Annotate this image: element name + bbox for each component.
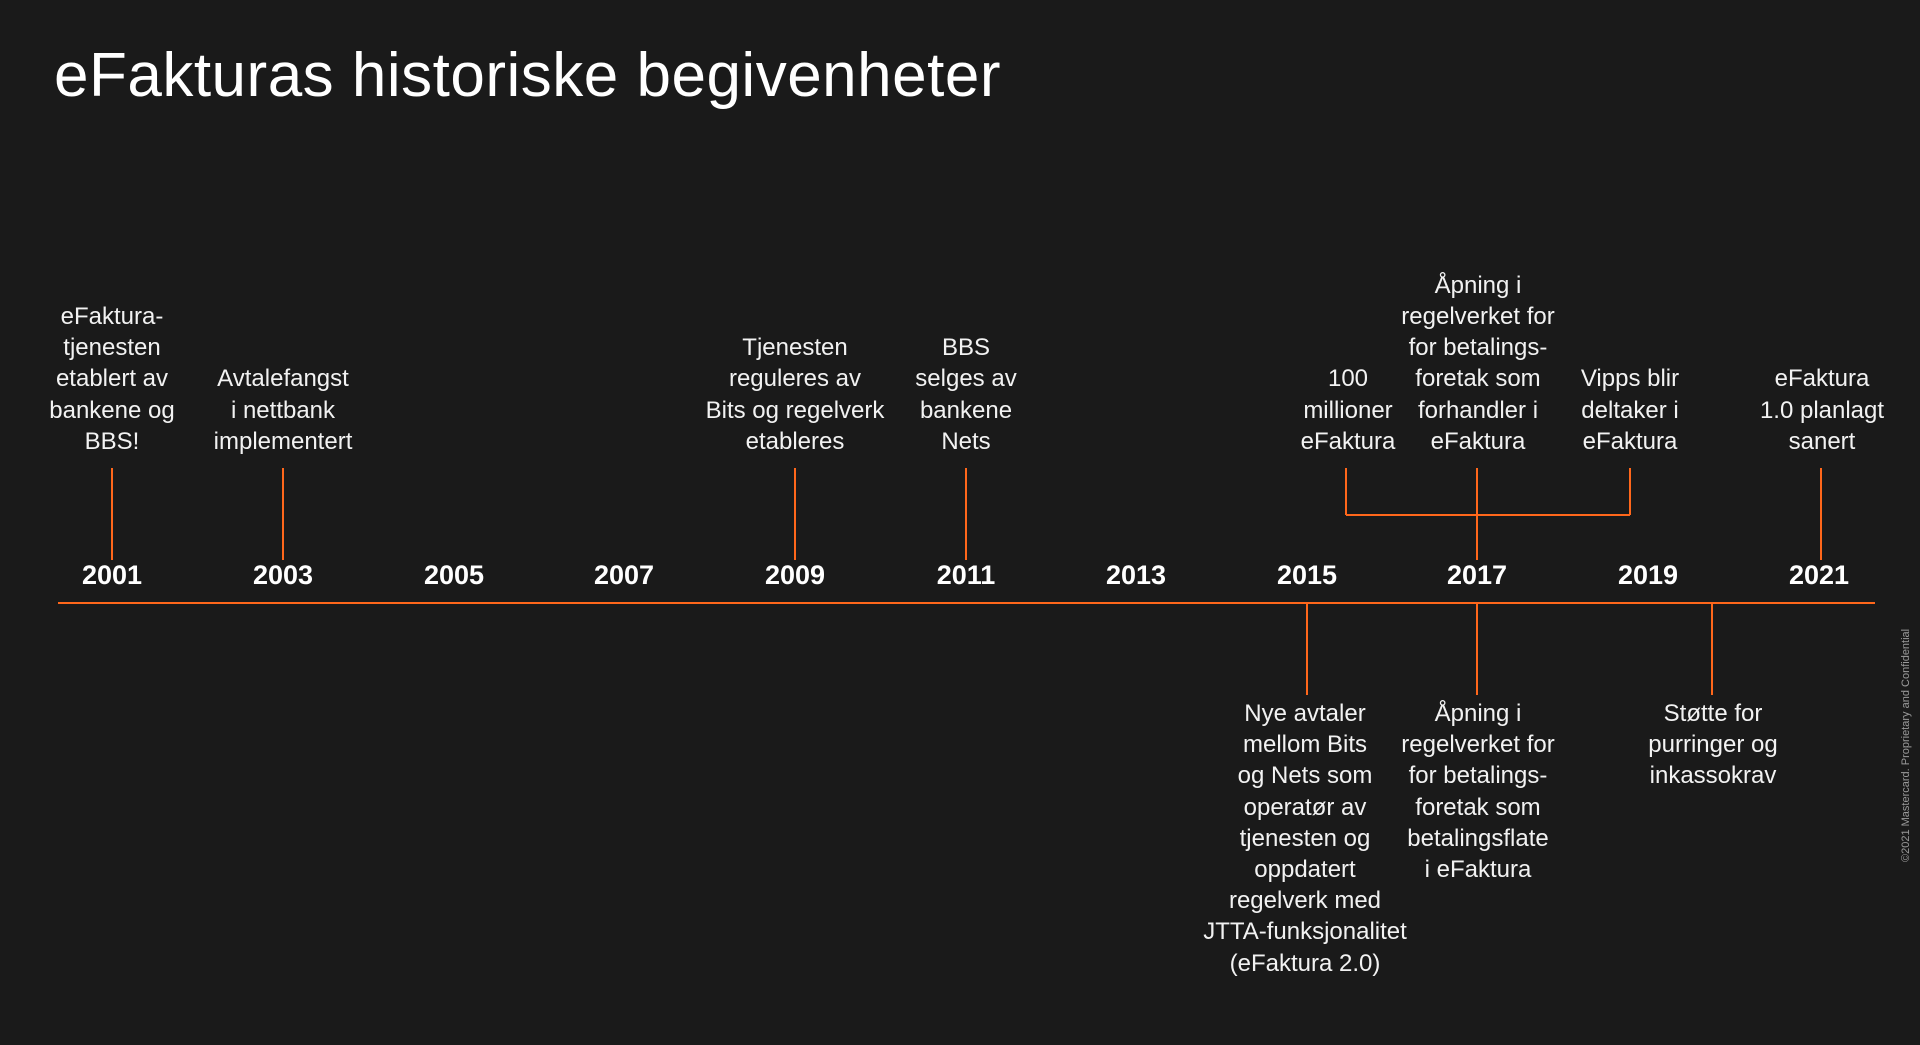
event-below-2020 [1613, 698, 1813, 792]
event-text: eFaktura 1.0 planlagt sanert [1759, 365, 1885, 455]
year-label-2011: 2011 [936, 560, 996, 590]
year-label-2015: 2015 [1276, 560, 1338, 590]
event-text: Åpning i regelverket for for betalings- foretak som forhandler i eFaktura [1401, 271, 1555, 455]
event-above-2003 [183, 363, 383, 457]
year-label-2001: 2001 [81, 560, 143, 590]
event-text: Støtte for purringer og inkassokrav [1648, 700, 1778, 790]
event-text: Nye avtaler mellom Bits og Nets som operatør av tjenesten og oppdatert regelverk med JTTA-funksjonalitet (eFaktura 2.0) [1203, 700, 1407, 977]
event-above-2001 [12, 301, 212, 457]
event-above-2017 [1378, 270, 1578, 457]
year-label-2007: 2007 [593, 560, 655, 590]
event-text: Avtalefangst i nettbank implementert [213, 365, 353, 455]
event-text: Tjenesten reguleres av Bits og regelverk etableres [705, 334, 885, 455]
event-text: 100 millioner eFaktura [1300, 365, 1396, 455]
event-text: eFaktura- tjenesten etablert av bankene og BBS! [49, 302, 175, 455]
copyright-notice: ©2021 Mastercard. Proprietary and Confidential [1900, 628, 1912, 862]
year-label-2009: 2009 [764, 560, 826, 590]
event-above-2009 [695, 332, 895, 457]
page-title: eFakturas historiske begivenheter [54, 41, 1001, 110]
event-text: Vipps blir deltaker i eFaktura [1580, 365, 1680, 455]
year-label-2013: 2013 [1105, 560, 1167, 590]
event-above-2021 [1732, 363, 1912, 457]
year-label-2003: 2003 [252, 560, 314, 590]
year-label-2019: 2019 [1617, 560, 1679, 590]
year-label-2017: 2017 [1446, 560, 1508, 590]
event-above-2011 [866, 332, 1066, 457]
event-below-2017 [1378, 698, 1578, 885]
year-label-2005: 2005 [423, 560, 485, 590]
event-above-vipps [1565, 363, 1695, 457]
event-text: Åpning i regelverket for for betalings- foretak som betalingsflate i eFaktura [1401, 700, 1555, 884]
year-label-2021: 2021 [1788, 560, 1850, 590]
event-text: BBS selges av bankene Nets [915, 334, 1017, 455]
